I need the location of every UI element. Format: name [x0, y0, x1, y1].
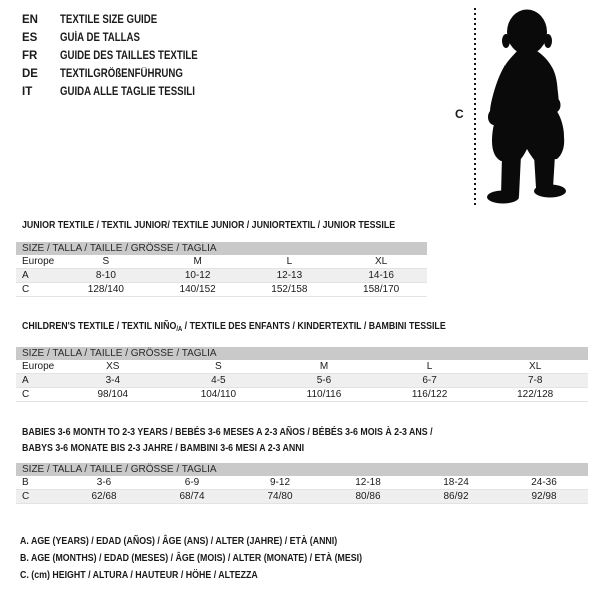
- title-part: CHILDREN'S TEXTILE / TEXTIL NIÑO: [22, 320, 177, 332]
- legend-line-c: C. (cm) HEIGHT / ALTURA / HAUTEUR / HÖHE / ALTEZZA: [20, 569, 258, 581]
- table-cell: 3-4: [105, 375, 121, 386]
- children-size-table: [16, 347, 588, 402]
- table-row: [16, 490, 588, 504]
- table-cell: 14-16: [368, 270, 394, 281]
- table-cell: 8-10: [95, 270, 116, 281]
- row-label: Europe: [22, 361, 55, 372]
- size-header-bar: SIZE / TALLA / TAILLE / GRÖSSE / TAGLIA: [16, 242, 427, 255]
- table-cell: M: [319, 361, 329, 372]
- table-cell: 80/86: [355, 491, 381, 502]
- table-cell: 18-24: [443, 477, 469, 488]
- table-row: [16, 360, 588, 374]
- table-cell: 24-36: [531, 477, 557, 488]
- children-section-title-text: [22, 318, 446, 338]
- table-cell: 104/110: [200, 389, 237, 400]
- language-code: DE: [22, 68, 38, 80]
- language-title: GUÍA DE TALLAS: [60, 32, 140, 44]
- title-part: / TEXTILE DES ENFANTS / KINDERTEXTIL / BAMBINI TESSILE: [182, 320, 446, 332]
- babies-section-title: [22, 424, 511, 456]
- table-cell: 9-12: [269, 477, 290, 488]
- table-row: [16, 255, 427, 269]
- table-cell: L: [426, 361, 433, 372]
- table-cell: 5-6: [316, 375, 332, 386]
- row-label: A: [22, 270, 29, 281]
- language-code: FR: [22, 50, 38, 62]
- table-cell: 122/128: [517, 389, 554, 400]
- table-cell: 62/68: [91, 491, 117, 502]
- row-label: A: [22, 375, 29, 386]
- table-cell: S: [215, 361, 222, 372]
- title-subscript: /A: [176, 326, 183, 333]
- table-cell: 92/98: [531, 491, 557, 502]
- table-cell: 4-5: [211, 375, 226, 386]
- table-cell: 116/122: [411, 389, 448, 400]
- table-row: [16, 374, 588, 388]
- table-row: [16, 476, 588, 490]
- table-cell: M: [193, 256, 202, 267]
- row-label: B: [22, 477, 29, 488]
- language-list: [22, 11, 224, 101]
- table-cell: XL: [375, 256, 388, 267]
- language-row-es: [22, 29, 224, 47]
- language-title: GUIDA ALLE TAGLIE TESSILI: [60, 86, 195, 98]
- table-cell: 10-12: [184, 270, 211, 281]
- table-row: [16, 388, 588, 402]
- babies-title-line1: BABIES 3-6 MONTH TO 2-3 YEARS / BEBÉS 3-6 MESES A 2-3 AÑOS / BÉBÉS 3-6 MOIS À 2-3 ANS /: [22, 426, 433, 438]
- table-cell: 152/158: [271, 284, 308, 295]
- junior-size-table: [16, 242, 427, 297]
- table-cell: 12-18: [355, 477, 381, 488]
- table-cell: XL: [529, 361, 542, 372]
- table-cell: 68/74: [179, 491, 205, 502]
- table-cell: 6-9: [184, 477, 200, 488]
- table-cell: S: [102, 256, 110, 267]
- table-cell: 110/116: [306, 389, 342, 400]
- size-header-bar: SIZE / TALLA / TAILLE / GRÖSSE / TAGLIA: [16, 463, 588, 476]
- row-label: C: [22, 389, 30, 400]
- table-row: [16, 283, 427, 297]
- language-title: TEXTILE SIZE GUIDE: [60, 14, 158, 26]
- table-cell: 74/80: [267, 491, 293, 502]
- language-title: TEXTILGRÖßENFÜHRUNG: [60, 68, 183, 80]
- language-row-de: [22, 65, 224, 83]
- table-cell: 128/140: [87, 284, 124, 295]
- row-label: C: [22, 491, 30, 502]
- table-cell: 6-7: [422, 375, 437, 386]
- table-cell: 98/104: [97, 389, 129, 400]
- language-row-fr: [22, 47, 224, 65]
- children-section-title: [22, 318, 526, 338]
- height-measure-label: C: [455, 107, 464, 121]
- language-code: EN: [22, 14, 38, 26]
- language-title: GUIDE DES TAILLES TEXTILE: [60, 50, 198, 62]
- table-cell: 3-6: [96, 477, 112, 488]
- babies-size-table: [16, 463, 588, 504]
- language-code: ES: [22, 32, 38, 44]
- measure-legend: [20, 533, 427, 584]
- table-cell: XS: [106, 361, 120, 372]
- legend-line-a: A. AGE (YEARS) / EDAD (AÑOS) / ÂGE (ANS) / ALTER (JAHRE) / ETÀ (ANNI): [20, 535, 338, 547]
- table-cell: 86/92: [443, 491, 469, 502]
- table-cell: 140/152: [179, 284, 216, 295]
- language-row-it: [22, 83, 224, 101]
- table-row: [16, 269, 427, 283]
- language-row-en: [22, 11, 224, 29]
- legend-line-b: B. AGE (MONTHS) / EDAD (MESES) / ÂGE (MOIS) / ALTER (MONATE) / ETÀ (MESI): [20, 552, 363, 564]
- table-cell: 158/170: [363, 284, 400, 295]
- table-cell: 7-8: [527, 375, 543, 386]
- babies-title-line2: BABYS 3-6 MONATE BIS 2-3 JAHRE / BAMBINI 3-6 MESI A 2-3 ANNI: [22, 442, 305, 454]
- row-label: Europe: [22, 256, 55, 267]
- size-header-bar: SIZE / TALLA / TAILLE / GRÖSSE / TAGLIA: [16, 347, 588, 360]
- language-code: IT: [22, 86, 33, 98]
- baby-silhouette-image: [475, 5, 585, 210]
- junior-section-title-text: JUNIOR TEXTILE / TEXTIL JUNIOR/ TEXTILE JUNIOR / JUNIORTEXTIL / JUNIOR TESSILE: [22, 219, 396, 231]
- junior-section-title: [22, 217, 466, 233]
- row-label: C: [22, 284, 30, 295]
- table-cell: 12-13: [276, 270, 303, 281]
- table-cell: L: [286, 256, 293, 267]
